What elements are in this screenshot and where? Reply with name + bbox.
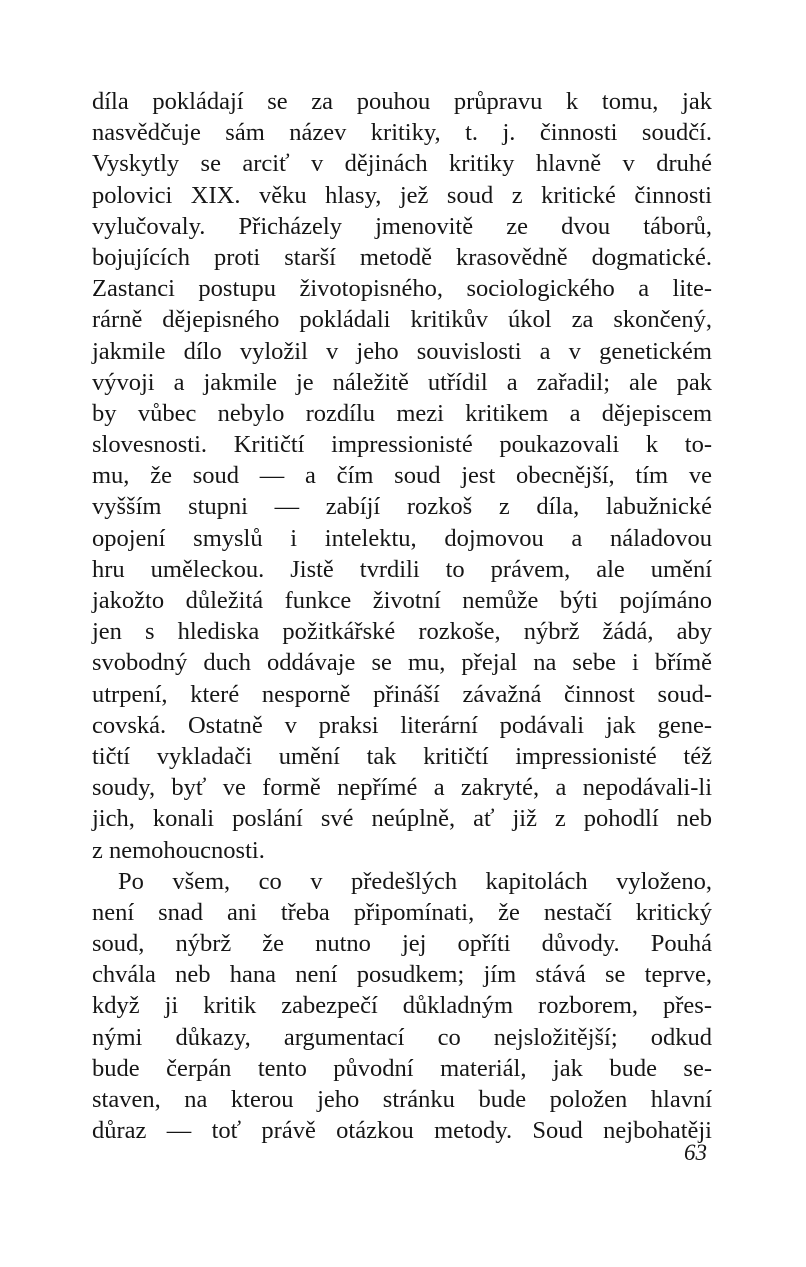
text-line: jakmile dílo vyložil v jeho souvislosti a v genetickém bbox=[92, 337, 712, 365]
text-line: bude čerpán tento původní materiál, jak bude se- bbox=[92, 1054, 712, 1082]
text-line: staven, na kterou jeho stránku bude položen hlavní bbox=[92, 1086, 712, 1113]
body-text bbox=[92, 86, 712, 1146]
text-line: slovesnosti. Kritičtí impressionisté poukazovali k to- bbox=[92, 431, 712, 459]
text-line: důraz — toť právě otázkou metody. Soud nejbohatěji bbox=[92, 1117, 712, 1145]
text-line: covská. Ostatně v praksi literární podávali jak gene- bbox=[92, 711, 712, 739]
text-line: hru uměleckou. Jistě tvrdili to právem, ale umění bbox=[92, 555, 712, 583]
text-line: z nemohoucnosti. bbox=[92, 836, 265, 864]
text-line: vyšším stupni — zabíjí rozkoš z díla, labužnické bbox=[92, 493, 712, 521]
text-line: vylučovaly. Přicházely jmenovitě ze dvou táborů, bbox=[92, 212, 712, 240]
text-line: opojení smyslů i intelektu, dojmovou a náladovou bbox=[92, 524, 712, 552]
text-line: by vůbec nebylo rozdílu mezi kritikem a dějepiscem bbox=[92, 399, 712, 427]
text-line: utrpení, které nesporně přináší závažná činnost soud- bbox=[92, 680, 712, 708]
text-line: bojujících proti starší metodě krasovědně dogmatické. bbox=[92, 243, 712, 271]
text-line: tičtí vykladači umění tak kritičtí impressionisté též bbox=[92, 742, 712, 770]
text-line: Vyskytly se arciť v dějinách kritiky hlavně v druhé bbox=[92, 150, 712, 178]
text-line: jen s hlediska požitkářské rozkoše, nýbrž žádá, aby bbox=[92, 618, 712, 646]
text-line: není snad ani třeba připomínati, že nestačí kritický bbox=[92, 898, 712, 926]
text-line: když ji kritik zabezpečí důkladným rozborem, přes- bbox=[92, 992, 712, 1020]
text-line: rárně dějepisného pokládali kritikův úkol za skončený, bbox=[92, 306, 712, 334]
text-line: chvála neb hana není posudkem; jím stává se teprve, bbox=[92, 961, 712, 989]
text-line: Po všem, co v předešlých kapitolách vyloženo, bbox=[118, 867, 712, 895]
text-line: polovici XIX. věku hlasy, jež soud z kritické činnosti bbox=[92, 181, 712, 209]
page-number: 63 bbox=[684, 1140, 707, 1165]
text-line: svobodný duch oddávaje se mu, přejal na sebe i břímě bbox=[92, 649, 712, 677]
text-line: nými důkazy, argumentací co nejsložitější; odkud bbox=[92, 1023, 712, 1051]
text-line: jakožto důležitá funkce životní nemůže býti pojímáno bbox=[92, 587, 712, 614]
paragraph bbox=[92, 86, 712, 866]
text-line: soud, nýbrž že nutno jej opříti důvody. Pouhá bbox=[92, 930, 712, 958]
paragraph bbox=[92, 866, 712, 1147]
text-line: Zastanci postupu životopisného, sociologického a lite- bbox=[92, 275, 712, 303]
text-line: díla pokládají se za pouhou průpravu k tomu, jak bbox=[92, 88, 712, 115]
text-line: soudy, byť ve formě nepřímé a zakryté, a nepodávali-li bbox=[92, 774, 712, 802]
text-line: nasvědčuje sám název kritiky, t. j. činnosti soudčí. bbox=[92, 119, 712, 147]
text-line: vývoji a jakmile je náležitě utřídil a zařadil; ale pak bbox=[92, 368, 712, 396]
text-line: jich, konali poslání své neúplně, ať již z pohodlí neb bbox=[92, 805, 712, 833]
text-line: mu, že soud — a čím soud jest obecnější, tím ve bbox=[92, 462, 712, 490]
